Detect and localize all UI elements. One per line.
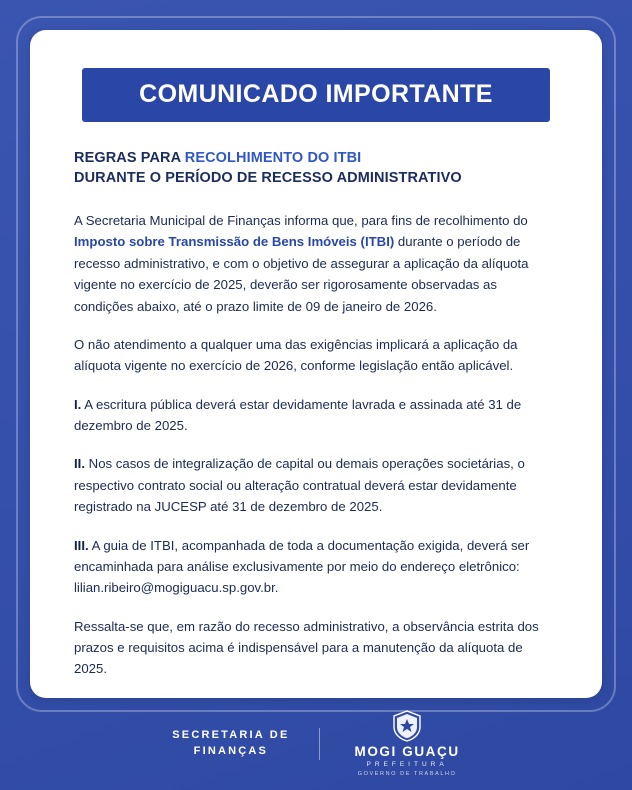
announcement-card [30,30,602,698]
paragraph-warning: O não atendimento a qualquer uma das exigências implicará a aplicação da alíquota vigente no exercício de 2026, conforme legislação então aplicável. [74,336,518,374]
paragraph-intro-bold: Imposto sobre Transmissão de Bens Imóveis (ITBI) [74,234,395,250]
footer-department-line1: SECRETARIA DE [172,729,290,742]
subtitle-line1-prefix: REGRAS PARA [74,150,185,166]
list-item-two-number: II. [74,456,85,472]
list-item-one-number: I. [74,396,82,412]
list-item-two [74,453,558,517]
paragraph-intro-part1: A Secretaria Municipal de Finanças informa que, para fins de recolhimento do [74,213,528,228]
list-item-three-text: A guia de ITBI, acompanhada de toda a documentação exigida, deverá ser encaminhada para análise exclusivamente por meio do endereço eletrônico: lilian.ribeiro@mogiguacu.sp.gov.br. [74,537,530,596]
paragraph-intro-part2: durante o período de recesso administrativo, e com o objetivo de assegurar a aplicação da alíquota vigente no exercício de 2025, deverão ser rigorosamente observadas as condições abaixo, até o prazo limite de 09 de janeiro de 2026. [74,234,529,314]
subtitle-line1-highlight: RECOLHIMENTO DO ITBI [184,150,362,166]
subtitle [74,148,558,188]
footer-prefeitura: PREFEITURA [366,761,448,769]
subtitle-line2: DURANTE O PERÍODO DE RECESSO ADMINISTRATIVO [74,170,462,186]
footer-government-tagline: GOVERNO DE TRABALHO [357,771,457,778]
footer-city-name: MOGI GUAÇU [354,744,460,760]
list-item-three-number: III. [74,537,89,553]
city-crest-icon [392,710,422,742]
list-item-one-text: A escritura pública deverá estar devidamente lavrada e assinada até 31 de dezembro de 2025. [74,396,522,433]
list-item-two-text: Nos casos de integralização de capital ou demais operações societárias, o respectivo contrato social ou alteração contratual deverá estar devidamente registrado na JUCESP até 31 de dezembro de 2025. [74,456,525,515]
footer-department [172,728,320,760]
paragraph-intro [74,210,558,317]
footer [0,698,632,790]
paragraph-closing: Ressalta-se que, em razão do recesso administrativo, a observância estrita dos prazos e requisitos acima é indispensável para a manutenção da alíquota de 2025. [74,618,539,677]
list-item-one [74,394,558,437]
footer-department-line2: FINANÇAS [193,745,269,757]
list-item-three [74,535,558,599]
banner-title: COMUNICADO IMPORTANTE [82,68,550,122]
footer-city-logo [354,710,459,777]
